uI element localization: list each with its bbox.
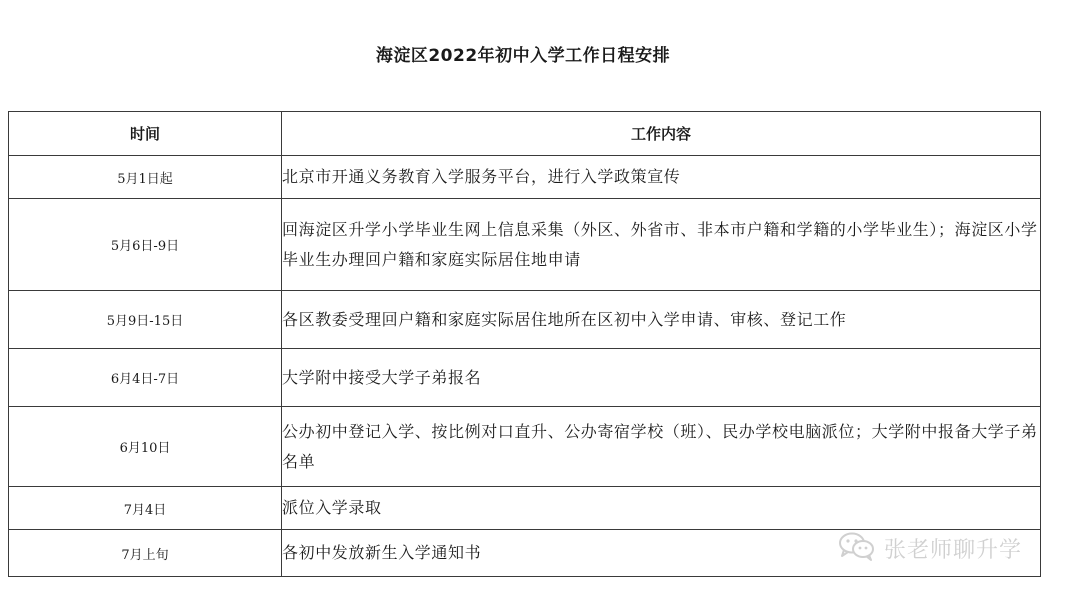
table-row (9, 407, 1041, 487)
table-row (9, 349, 1041, 407)
row-time: 7月4日 (9, 487, 282, 530)
header-content: 工作内容 (282, 112, 1041, 156)
row-content: 回海淀区升学小学毕业生网上信息采集（外区、外省市、非本市户籍和学籍的小学毕业生）；海淀区小学毕业生办理回户籍和家庭实际居住地申请 (282, 199, 1041, 291)
row-time: 5月9日-15日 (9, 291, 282, 349)
watermark (838, 530, 1022, 566)
row-time: 6月10日 (9, 407, 282, 487)
header-time: 时间 (9, 112, 282, 156)
row-content: 各初中发放新生入学通知书 (282, 530, 1041, 577)
table-row (9, 291, 1041, 349)
watermark-text: 张老师聊升学 (884, 537, 1023, 563)
row-time: 7月上旬 (9, 530, 282, 577)
wechat-icon (838, 531, 876, 565)
row-content: 各区教委受理回户籍和家庭实际居住地所在区初中入学申请、审核、登记工作 (282, 291, 1041, 349)
row-content: 公办初中登记入学、按比例对口直升、公办寄宿学校（班）、民办学校电脑派位；大学附中报备大学子弟名单 (282, 407, 1041, 487)
row-content: 大学附中接受大学子弟报名 (282, 349, 1041, 407)
row-content: 派位入学录取 (282, 487, 1041, 530)
row-time: 6月4日-7日 (9, 349, 282, 407)
row-time: 5月6日-9日 (9, 199, 282, 291)
row-time: 5月1日起 (9, 156, 282, 199)
table-row (9, 199, 1041, 291)
table-row (9, 156, 1041, 199)
table-row (9, 487, 1041, 530)
page-title: 海淀区2022年初中入学工作日程安排 (375, 46, 671, 66)
table-header-row (9, 112, 1041, 156)
schedule-table (8, 111, 1041, 577)
row-content: 北京市开通义务教育入学服务平台，进行入学政策宣传 (282, 156, 1041, 199)
